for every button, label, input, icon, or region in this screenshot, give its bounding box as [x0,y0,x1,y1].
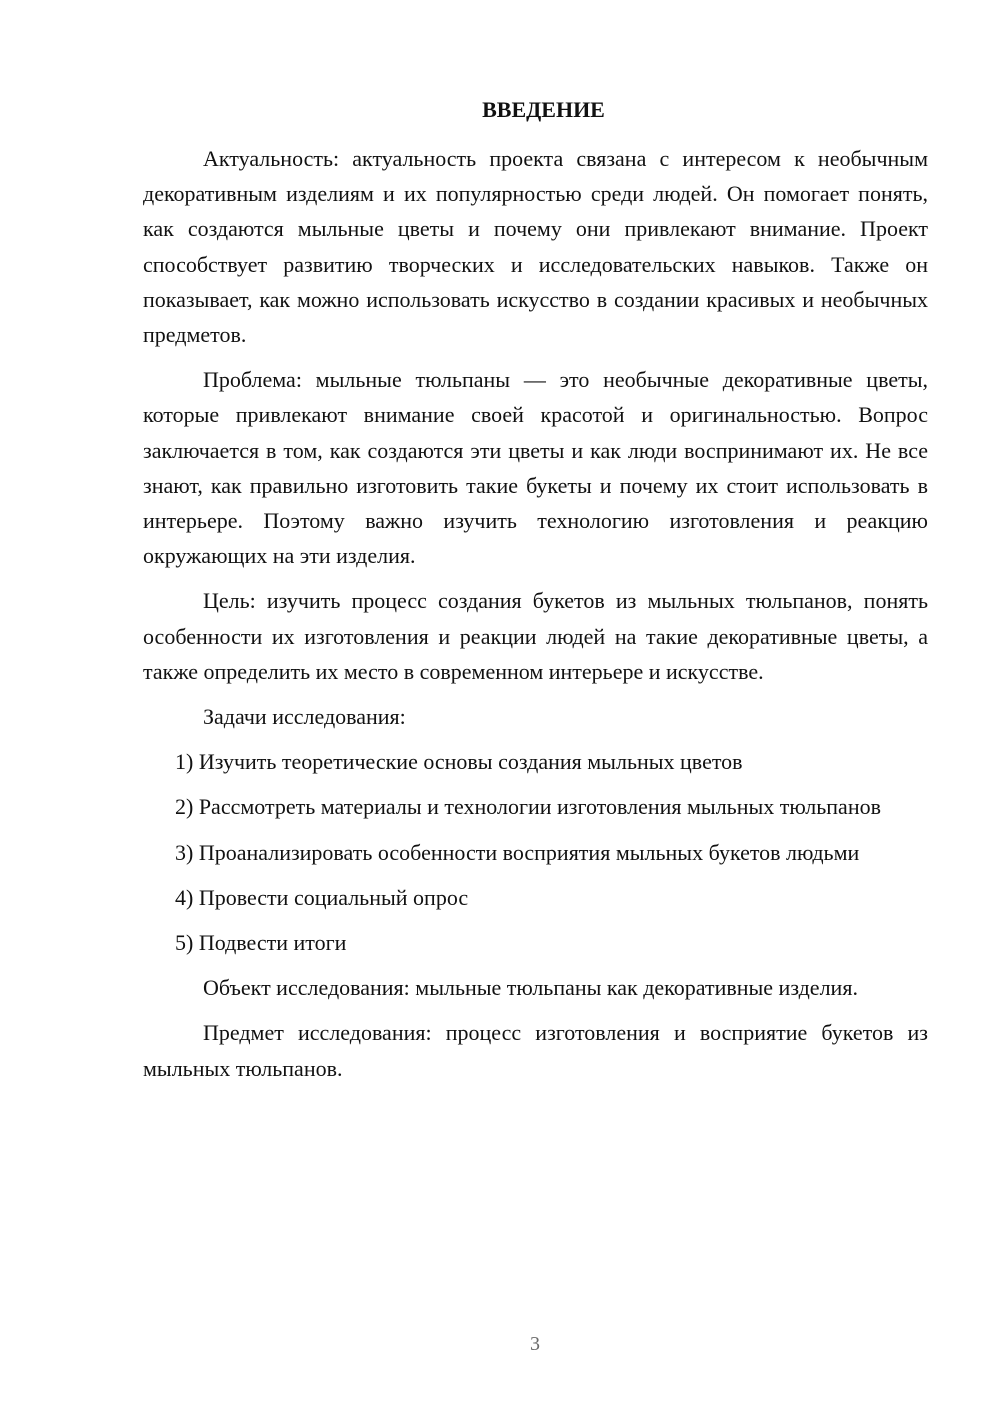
object-paragraph: Объект исследования: мыльные тюльпаны как декоративные изделия. [203,975,858,1001]
subject-paragraph: Предмет исследования: процесс изготовления и восприятие букетов из мыльных тюльпанов. [143,1020,928,1081]
relevance-paragraph: Актуальность: актуальность проекта связана с интересом к необычным декоративным изделиям и их популярностью среди людей. Он помогает понять, как создаются мыльные цветы и почему они привлекают внимание. Проект способствует развитию творческих и исследовательских навыков. Также он показывает, как можно использовать искусство в создании красивых и необычных предметов. [143,146,928,348]
goal-paragraph: Цель: изучить процесс создания букетов из мыльных тюльпанов, понять особенности их изготовления и реакции людей на такие декоративные цветы, а также определить их место в современном интерьере и искусстве. [143,588,928,684]
problem-paragraph: Проблема: мыльные тюльпаны — это необычные декоративные цветы, которые привлекают внимание своей красотой и оригинальностью. Вопрос заключается в том, как создаются эти цветы и как люди воспринимают их. Не все знают, как правильно изготовить такие букеты и почему их стоит использовать в интерьере. Поэтому важно изучить технологию изготовления и реакцию окружающих на эти изделия. [143,367,928,569]
page-number: 3 [530,1333,540,1355]
page-content [143,95,928,1096]
task-item-3: 3) Проанализировать особенности восприятия мыльных букетов людьми [175,839,860,865]
task-item-1: 1) Изучить теоретические основы создания мыльных цветов [175,749,743,775]
tasks-title: Задачи исследования: [203,704,406,730]
task-item-4: 4) Провести социальный опрос [175,884,469,910]
task-item-5: 5) Подвести итоги [175,930,347,956]
task-item-2: 2) Рассмотреть материалы и технологии изготовления мыльных тюльпанов [175,794,881,820]
page-title: ВВЕДЕНИЕ [482,97,605,122]
